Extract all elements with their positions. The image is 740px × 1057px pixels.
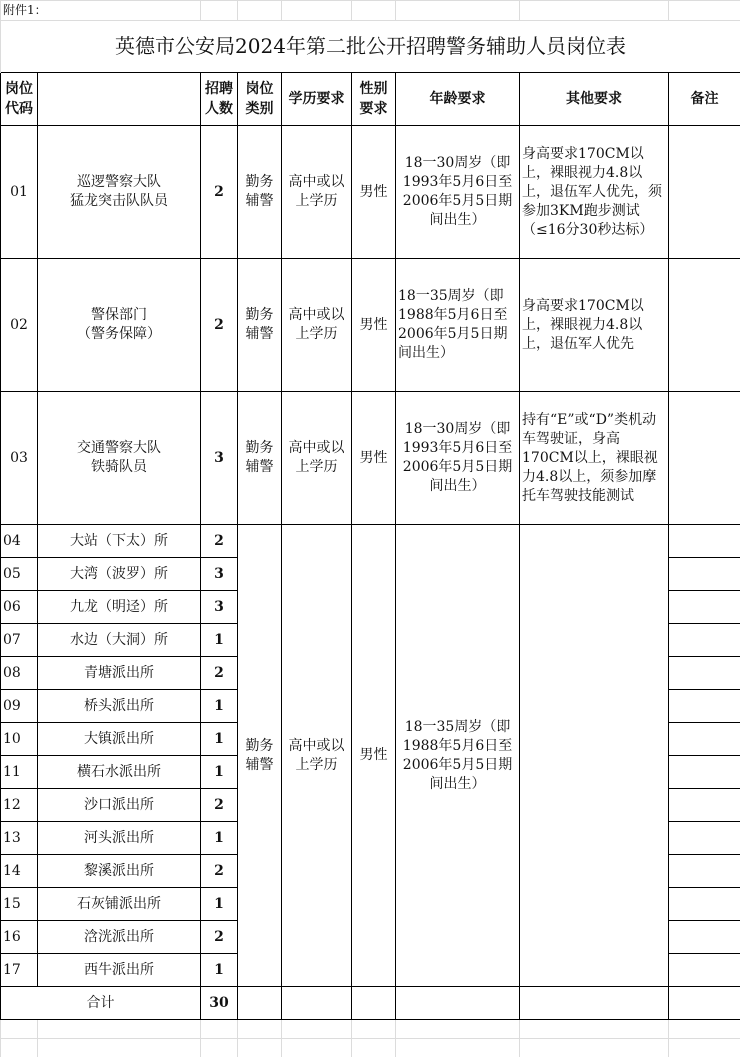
attachment-label: 附件1： (1, 1, 201, 21)
position-code: 12 (1, 789, 38, 822)
header-type: 岗位类别 (238, 73, 282, 126)
position-code: 06 (1, 591, 38, 624)
position-code: 09 (1, 690, 38, 723)
remark-cell (669, 723, 740, 756)
unit-name: 桥头派出所 (38, 690, 201, 723)
other-req: 身高要求170CM以上，裸眼视力4.8以上，退伍军人优先，须参加3KM跑步测试（≤16分30秒达标） (520, 126, 669, 259)
empty-cell (1, 1039, 38, 1057)
age-req: 18一30周岁（即1993年5月6日至2006年5月5日期间出生） (396, 126, 520, 259)
remark-cell (669, 690, 740, 723)
gender-req: 男性 (352, 126, 396, 259)
unit-name: 横石水派出所 (38, 756, 201, 789)
table-row (1, 126, 740, 259)
empty-cell (282, 1039, 352, 1057)
age-req: 18一35周岁（即1988年5月6日至2006年5月5日期间出生） (396, 525, 520, 987)
position-code: 02 (1, 259, 38, 392)
hire-count: 2 (201, 921, 238, 954)
empty-cell (396, 987, 520, 1020)
empty-cell (38, 1020, 201, 1039)
empty-cell (396, 1039, 520, 1057)
remark-cell (669, 624, 740, 657)
unit-name: 西牛派出所 (38, 954, 201, 987)
education-req: 高中或以上学历 (282, 392, 352, 525)
unit-name: 大镇派出所 (38, 723, 201, 756)
empty-cell (520, 987, 669, 1020)
empty-cell (669, 987, 740, 1020)
hire-count: 2 (201, 126, 238, 259)
hire-count: 3 (201, 558, 238, 591)
header-count: 招聘人数 (201, 73, 238, 126)
hire-count: 1 (201, 888, 238, 921)
age-req: 18一35周岁（即1988年5月6日至2006年5月5日期间出生） (396, 259, 520, 392)
remark-cell (669, 789, 740, 822)
position-code: 13 (1, 822, 38, 855)
position-code: 07 (1, 624, 38, 657)
remark-cell (669, 822, 740, 855)
empty-cell (238, 1039, 282, 1057)
remark-cell (669, 756, 740, 789)
table-row (1, 259, 740, 392)
empty-cell (38, 1039, 201, 1057)
hire-count: 2 (201, 259, 238, 392)
table-row (1, 525, 740, 558)
position-code: 16 (1, 921, 38, 954)
header-remark: 备注 (669, 73, 740, 126)
empty-cell (669, 1039, 740, 1057)
empty-cell (352, 1020, 396, 1039)
remark-cell (669, 657, 740, 690)
position-code: 04 (1, 525, 38, 558)
empty-cell (238, 1020, 282, 1039)
hire-count: 1 (201, 756, 238, 789)
unit-name: 九龙（明迳）所 (38, 591, 201, 624)
gender-req: 男性 (352, 259, 396, 392)
education-req: 高中或以上学历 (282, 126, 352, 259)
remark-cell (669, 921, 740, 954)
position-code: 11 (1, 756, 38, 789)
header-other: 其他要求 (520, 73, 669, 126)
position-code: 03 (1, 392, 38, 525)
header-edu: 学历要求 (282, 73, 352, 126)
hire-count: 1 (201, 624, 238, 657)
empty-cell (238, 987, 282, 1020)
header-code: 岗位代码 (1, 73, 38, 126)
other-req (520, 525, 669, 987)
empty-cell (201, 1039, 238, 1057)
gender-req: 男性 (352, 392, 396, 525)
other-req: 持有“E”或“D”类机动车驾驶证，身高170CM以上，裸眼视力4.8以上，须参加摩托车驾驶技能测试 (520, 392, 669, 525)
header-gender: 性别要求 (352, 73, 396, 126)
hire-count: 3 (201, 591, 238, 624)
unit-name: 水边（大洞）所 (38, 624, 201, 657)
hire-count: 3 (201, 392, 238, 525)
empty-cell (282, 1020, 352, 1039)
unit-name: 沙口派出所 (38, 789, 201, 822)
hire-count: 2 (201, 789, 238, 822)
position-code: 17 (1, 954, 38, 987)
unit-name: 石灰铺派出所 (38, 888, 201, 921)
position-code: 14 (1, 855, 38, 888)
position-type: 勤务辅警 (238, 126, 282, 259)
empty-cell (282, 987, 352, 1020)
unit-name: 交通警察大队 铁骑队员 (38, 392, 201, 525)
empty-cell (1, 1020, 38, 1039)
unit-name: 河头派出所 (38, 822, 201, 855)
remark-cell (669, 126, 740, 259)
education-req: 高中或以上学历 (282, 259, 352, 392)
hire-count: 2 (201, 525, 238, 558)
hire-count: 1 (201, 822, 238, 855)
education-req: 高中或以上学历 (282, 525, 352, 987)
empty-cell (520, 1020, 669, 1039)
remark-cell (669, 888, 740, 921)
empty-cell (669, 1020, 740, 1039)
remark-cell (669, 591, 740, 624)
remark-cell (669, 392, 740, 525)
position-code: 10 (1, 723, 38, 756)
empty-cell (396, 1020, 520, 1039)
remark-cell (669, 954, 740, 987)
header-age: 年龄要求 (396, 73, 520, 126)
page-title: 英德市公安局2024年第二批公开招聘警务辅助人员岗位表 (1, 21, 740, 73)
position-code: 08 (1, 657, 38, 690)
position-code: 01 (1, 126, 38, 259)
unit-name: 黎溪派出所 (38, 855, 201, 888)
empty-cell (201, 1020, 238, 1039)
position-code: 05 (1, 558, 38, 591)
hire-count: 1 (201, 954, 238, 987)
unit-name: 大湾（波罗）所 (38, 558, 201, 591)
unit-name: 青塘派出所 (38, 657, 201, 690)
position-code: 15 (1, 888, 38, 921)
position-type: 勤务辅警 (238, 259, 282, 392)
remark-cell (669, 259, 740, 392)
remark-cell (669, 558, 740, 591)
unit-name: 巡逻警察大队 猛龙突击队队员 (38, 126, 201, 259)
total-label: 合计 (1, 987, 201, 1020)
total-row (1, 987, 740, 1020)
position-type: 勤务辅警 (238, 525, 282, 987)
hire-count: 1 (201, 723, 238, 756)
unit-name: 警保部门 （警务保障） (38, 259, 201, 392)
hire-count: 2 (201, 855, 238, 888)
hire-count: 2 (201, 657, 238, 690)
empty-cell (520, 1039, 669, 1057)
unit-name: 浛洸派出所 (38, 921, 201, 954)
position-type: 勤务辅警 (238, 392, 282, 525)
remark-cell (669, 855, 740, 888)
empty-cell (352, 987, 396, 1020)
header-unit (38, 73, 201, 126)
empty-cell (352, 1039, 396, 1057)
remark-cell (669, 525, 740, 558)
table-row (1, 392, 740, 525)
hire-count: 1 (201, 690, 238, 723)
age-req: 18一30周岁（即1993年5月6日至2006年5月5日期间出生） (396, 392, 520, 525)
total-count: 30 (201, 987, 238, 1020)
gender-req: 男性 (352, 525, 396, 987)
unit-name: 大站（下太）所 (38, 525, 201, 558)
other-req: 身高要求170CM以上，裸眼视力4.8以上，退伍军人优先 (520, 259, 669, 392)
